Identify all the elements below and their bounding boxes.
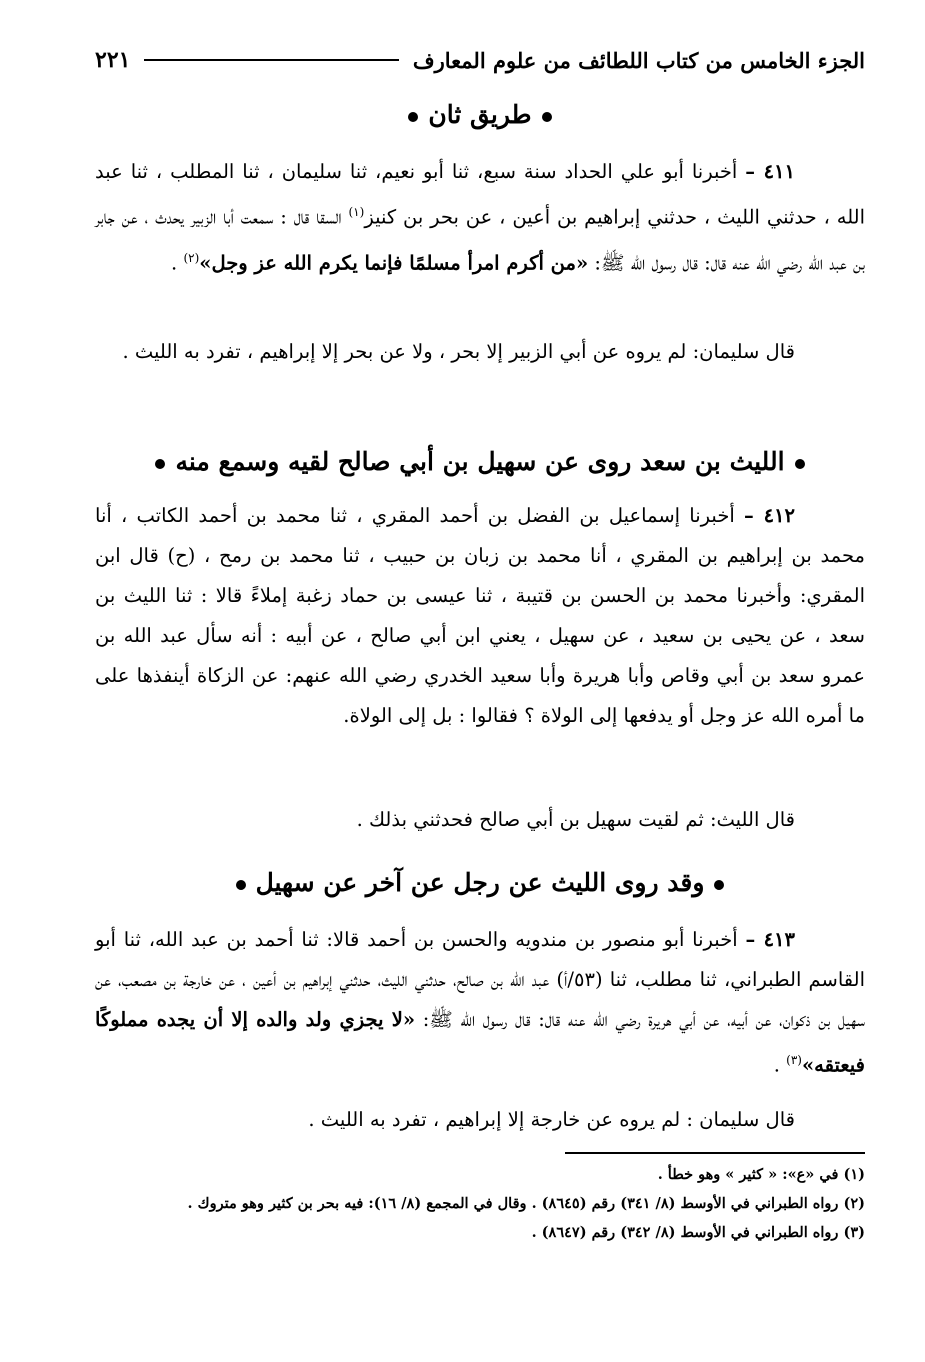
note-412: قال الليث: ثم لقيت سهيل بن أبي صالح فحدثني بذلك . — [356, 808, 795, 831]
header-rule — [144, 59, 398, 61]
hadith-end: . — [773, 1053, 780, 1077]
section-heading-2: الليث بن سعد روى عن سهيل بن أبي صالح لقيه وسمع منه — [95, 447, 865, 476]
note-411: قال سليمان: لم يروه عن أبي الزبير إلا بحر ، ولا عن بحر إلا إبراهيم ، تفرد به الليث . — [122, 340, 795, 363]
footnote-2: (٢) رواه الطبراني في الأوسط (٨/ ٣٤١) رقم (٨٦٤٥) . وقال في المجمع (٨/ ١٦): فيه بحر بن كثير وهو متروك . — [187, 1195, 865, 1212]
hadith-number: ٤١١ – — [745, 160, 795, 183]
header-title: الجزء الخامس من كتاب اللطائف من علوم المعارف — [412, 47, 865, 73]
hadith-text-continued: السقا قال : سمعت أبا الزبير يحدث ، عن جابر بن عبد الله رضي الله عنه قال: قال رسول الله ﷺ: — [95, 205, 865, 274]
bullet-icon — [542, 112, 552, 122]
bullet-icon — [408, 112, 418, 122]
bullet-icon — [714, 880, 724, 890]
hadith-end: . — [171, 251, 178, 274]
running-header — [95, 40, 865, 80]
footnote-separator — [565, 1152, 865, 1154]
footnote-3: (٣) رواه الطبراني في الأوسط (٨/ ٣٤٢) رقم (٨٦٤٧) . — [531, 1224, 865, 1241]
hadith-412 — [95, 496, 865, 736]
note-413: قال سليمان : لم يروه عن خارجة إلا إبراهيم ، تفرد به الليث . — [308, 1108, 795, 1131]
hadith-text: أخبرنا أبو منصور بن مندويه والحسن بن أحمد قالا: ثنا أحمد بن عبد الله، ثنا أبو القاسم الطبراني، ثنا مطلب، ثنا (٥٣/أ) عبد الله بن صالح، حدثني الليث، حدثني إبراهيم بن أعين ، عن خارجة بن مصعب، عن سهيل بن ذكوان، عن أبيه، عن أبي هريرة رضي الله عنه قال: قال رسول الله ﷺ: — [95, 928, 866, 1031]
section-heading-1: طريق ثان — [95, 100, 865, 129]
footnotes — [95, 1160, 865, 1247]
bullet-icon — [155, 459, 165, 469]
page-number: ٢٢١ — [95, 47, 131, 73]
bullet-icon — [795, 459, 805, 469]
hadith-number: ٤١٣ – — [745, 928, 795, 951]
hadith-411 — [95, 152, 865, 283]
footnote-ref-1: (١) — [348, 205, 365, 219]
hadith-quote: «لا يجزي ولد والده إلا أن يجده مملوكًا فيعتقه» — [95, 1008, 865, 1077]
footnote-ref-2: (٢) — [183, 250, 200, 265]
bullet-icon — [236, 880, 246, 890]
hadith-quote: «من أكرم امرأ مسلمًا فإنما يكرم الله عز وجل» — [199, 251, 589, 274]
hadith-number: ٤١٢ – — [744, 504, 795, 527]
footnote-ref-3: (٣) — [786, 1053, 802, 1067]
hadith-text: أخبرنا إسماعيل بن الفضل بن أحمد المقري ، ثنا محمد بن أحمد الكاتب ، أنا محمد بن إبراهيم بن المقري ، أنا محمد بن زبان بن حبيب ، ثنا محمد بن رمح ، (ح) قال ابن المقري: وأخبرنا محمد بن الحسن بن قتيبة ، ثنا عيسى بن حماد زغبة إملاءً قالا : ثنا الليث بن سعد ، عن يحيى بن سعيد ، عن سهيل ، يعني ابن أبي صالح ، عن أبيه : أنه سأل عبد الله بن عمرو سعد بن أبي وقاص وأبا هريرة وأبا سعيد الخدري رضي الله عنهم: عن الزكاة أينفذها على ما أمره الله عز وجل أو يدفعها إلى الولاة ؟ فقالوا : بل إلى الولاة. — [95, 504, 865, 727]
hadith-text: أخبرنا أبو علي الحداد سنة سبع، ثنا أبو نعيم، ثنا سليمان ، ثنا المطلب ، ثنا عبد الله ، حدثني الليث ، حدثني إبراهيم بن أعين ، عن بحر بن كنيز — [95, 160, 866, 229]
hadith-413 — [95, 920, 865, 1086]
section-heading-3: وقد روى الليث عن رجل عن آخر عن سهيل — [95, 868, 865, 897]
footnote-1: (١) في «ع»: « كثير » وهو خطأ . — [657, 1166, 865, 1183]
